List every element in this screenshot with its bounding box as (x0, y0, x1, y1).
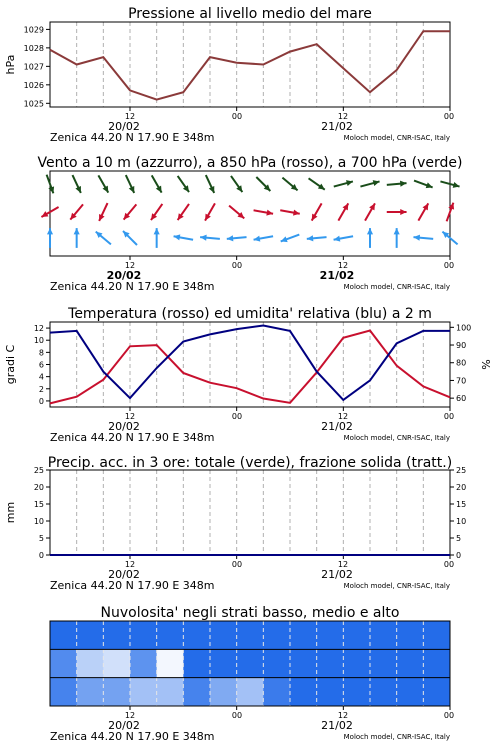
x-tick-label: 00 (231, 261, 243, 270)
cloud-cell (77, 678, 104, 707)
cloud-cell (263, 621, 290, 650)
wind-arrow (280, 210, 299, 216)
location-label: Zenica 44.20 N 17.90 E 348m (50, 131, 215, 144)
y-tick-label: 0 (38, 396, 44, 406)
wind-arrow (254, 210, 273, 216)
wind-arrow (98, 175, 108, 192)
wind-arrow (174, 234, 193, 240)
cloud-cell (50, 649, 77, 678)
cloud-cell (183, 621, 210, 650)
x-tick-label: 00 (443, 711, 455, 720)
wind-arrow (413, 235, 433, 241)
y-tick-label: 1027 (23, 62, 44, 72)
wind-arrow (154, 228, 160, 248)
cloud-cell (157, 621, 184, 650)
cloud-cell (130, 649, 157, 678)
y-tick-label: 2 (38, 384, 44, 394)
y-tick-label: 60 (456, 394, 467, 404)
wind-arrow (178, 204, 189, 220)
wind-arrow (394, 228, 400, 248)
location-label: Zenica 44.20 N 17.90 E 348m (50, 730, 215, 743)
wind-arrow (47, 228, 53, 248)
wind-arrow (99, 203, 107, 221)
wind-arrow (229, 206, 244, 219)
x-tick-label: 12 (124, 112, 136, 121)
x-tick-label: 00 (231, 711, 243, 720)
y-tick-label: 5 (38, 534, 44, 543)
panel-title: Temperatura (rosso) ed umidita' relativa (blu) a 2 m (68, 306, 432, 322)
wind-arrow (206, 175, 214, 193)
panel-title: Precip. acc. in 3 ore: totale (verde), frazione solida (tratt.) (47, 455, 453, 471)
location-label: Zenica 44.20 N 17.90 E 348m (50, 280, 215, 293)
cloud-cell (343, 678, 370, 707)
wind-arrow (282, 178, 297, 191)
cloud-cell (290, 678, 317, 707)
y-tick-label: 25 (456, 466, 467, 475)
wind-arrow (205, 203, 215, 220)
series-line-1 (50, 331, 450, 404)
panel-title: Nuvolosita' negli strati basso, medio e alto (100, 605, 400, 621)
x-tick-label: 00 (443, 261, 455, 270)
cloud-cell (210, 621, 237, 650)
panel-1 (4, 6, 454, 144)
x-date-label: 21/02 (321, 568, 353, 581)
cloud-cell (50, 678, 77, 707)
wind-arrow (334, 180, 353, 186)
x-tick-label: 00 (231, 112, 243, 121)
x-tick-label: 00 (231, 560, 243, 569)
wind-arrow (334, 236, 353, 242)
cloud-cell (77, 649, 104, 678)
x-tick-label: 12 (337, 560, 349, 569)
wind-arrow (312, 203, 322, 220)
y-tick-label: 0 (38, 551, 44, 560)
x-date-label: 21/02 (321, 719, 353, 732)
x-date-label: 21/02 (319, 269, 355, 282)
wind-arrow (414, 181, 433, 188)
wind-arrow (418, 203, 428, 220)
cloud-cell (343, 621, 370, 650)
y-tick-label: 25 (33, 466, 44, 475)
cloud-cell (317, 621, 344, 650)
wind-arrow (200, 235, 220, 241)
x-tick-label: 12 (337, 711, 349, 720)
cloud-cell (157, 649, 184, 678)
location-label: Zenica 44.20 N 17.90 E 348m (50, 579, 215, 592)
y-tick-label: 10 (456, 517, 467, 526)
cloud-cell (50, 621, 77, 650)
cloud-cell (237, 678, 264, 707)
wind-arrow (387, 209, 407, 215)
y-tick-label: 0 (456, 551, 462, 560)
y-axis-label: hPa (4, 54, 17, 75)
cloud-cell (157, 678, 184, 707)
wind-arrow (365, 203, 375, 220)
wind-arrow (70, 204, 83, 219)
cloud-cell (397, 649, 424, 678)
wind-arrow (231, 176, 242, 192)
y-tick-label: 90 (456, 341, 467, 351)
y-axis-label-right: % (480, 359, 493, 370)
x-date-label: 20/02 (108, 120, 140, 133)
wind-arrow (307, 235, 327, 241)
cloud-cell (423, 621, 450, 650)
wind-arrow (178, 176, 189, 192)
cloud-cell (210, 649, 237, 678)
wind-arrow (338, 203, 348, 220)
x-tick-label: 12 (124, 261, 136, 270)
y-tick-label: 80 (456, 358, 467, 368)
cloud-cell (77, 621, 104, 650)
model-credit: Moloch model, CNR-ISAC, Italy (343, 733, 450, 741)
series-line-1 (50, 31, 450, 99)
cloud-cell (397, 621, 424, 650)
cloud-cell (263, 649, 290, 678)
panel-3 (4, 306, 493, 444)
y-tick-label: 6 (38, 360, 44, 370)
wind-arrow (152, 175, 162, 192)
x-date-label: 20/02 (108, 568, 140, 581)
y-tick-label: 8 (38, 348, 44, 358)
model-credit: Moloch model, CNR-ISAC, Italy (343, 434, 450, 442)
cloud-cell (103, 621, 130, 650)
wind-arrow (281, 235, 300, 242)
x-tick-label: 12 (337, 412, 349, 421)
cloud-cell (183, 678, 210, 707)
y-tick-label: 1029 (23, 25, 44, 35)
cloud-cell (103, 649, 130, 678)
x-tick-label: 12 (337, 112, 349, 121)
wind-arrow (124, 204, 137, 219)
cloud-cell (343, 649, 370, 678)
cloud-cell (130, 678, 157, 707)
y-tick-label: 12 (33, 324, 44, 334)
y-tick-label: 5 (456, 534, 462, 543)
cloud-cell (183, 649, 210, 678)
y-axis-label: mm (4, 501, 17, 524)
wind-arrow (72, 175, 80, 193)
model-credit: Moloch model, CNR-ISAC, Italy (343, 582, 450, 590)
panel-title: Pressione al livello medio del mare (128, 6, 372, 22)
y-axis-label: gradi C (4, 344, 17, 385)
x-date-label: 20/02 (106, 269, 142, 282)
y-tick-label: 20 (456, 483, 467, 492)
panel-title: Vento a 10 m (azzurro), a 850 hPa (rosso), a 700 hPa (verde) (37, 155, 463, 171)
series-line-2 (50, 326, 450, 400)
cloud-cell (237, 621, 264, 650)
cloud-cell (423, 649, 450, 678)
wind-arrow (123, 231, 137, 245)
cloud-cell (263, 678, 290, 707)
panel-2 (37, 155, 462, 293)
cloud-cell (370, 678, 397, 707)
x-date-label: 21/02 (321, 420, 353, 433)
model-credit: Moloch model, CNR-ISAC, Italy (343, 283, 450, 291)
panel-4 (4, 455, 466, 592)
cloud-cell (397, 678, 424, 707)
y-tick-label: 10 (33, 336, 44, 346)
y-tick-label: 15 (33, 500, 44, 509)
x-tick-label: 12 (124, 711, 136, 720)
x-tick-label: 00 (443, 412, 455, 421)
y-tick-label: 20 (33, 483, 44, 492)
wind-arrow (367, 228, 373, 248)
plot-frame (50, 470, 450, 555)
cloud-cell (130, 621, 157, 650)
x-tick-label: 12 (124, 560, 136, 569)
wind-arrow (309, 178, 325, 189)
panel-5 (50, 605, 454, 743)
cloud-cell (210, 678, 237, 707)
y-tick-label: 10 (33, 517, 44, 526)
wind-arrow (256, 177, 270, 191)
cloud-cell (103, 678, 130, 707)
wind-arrow (151, 204, 162, 220)
wind-arrow (74, 228, 80, 248)
wind-arrow (227, 235, 247, 241)
cloud-cell (317, 678, 344, 707)
x-date-label: 20/02 (108, 420, 140, 433)
y-tick-label: 70 (456, 376, 467, 386)
x-tick-label: 12 (337, 261, 349, 270)
cloud-cell (370, 621, 397, 650)
y-tick-label: 4 (38, 372, 44, 382)
x-tick-label: 00 (443, 560, 455, 569)
cloud-cell (290, 649, 317, 678)
y-tick-label: 1026 (23, 80, 44, 90)
x-date-label: 21/02 (321, 120, 353, 133)
x-tick-label: 00 (231, 412, 243, 421)
y-tick-label: 15 (456, 500, 467, 509)
y-tick-label: 100 (456, 323, 472, 333)
cloud-cell (317, 649, 344, 678)
wind-arrow (96, 232, 111, 245)
x-tick-label: 12 (124, 412, 136, 421)
x-tick-label: 00 (443, 112, 455, 121)
cloud-cell (370, 649, 397, 678)
location-label: Zenica 44.20 N 17.90 E 348m (50, 431, 215, 444)
wind-arrow (126, 175, 134, 193)
model-credit: Moloch model, CNR-ISAC, Italy (343, 134, 450, 142)
y-tick-label: 1028 (23, 43, 44, 53)
wind-arrow (254, 236, 273, 242)
cloud-cell (423, 678, 450, 707)
x-date-label: 20/02 (108, 719, 140, 732)
wind-arrow (387, 181, 407, 187)
cloud-cell (237, 649, 264, 678)
cloud-cell (290, 621, 317, 650)
wind-arrow (360, 180, 379, 186)
y-tick-label: 1025 (23, 99, 44, 109)
